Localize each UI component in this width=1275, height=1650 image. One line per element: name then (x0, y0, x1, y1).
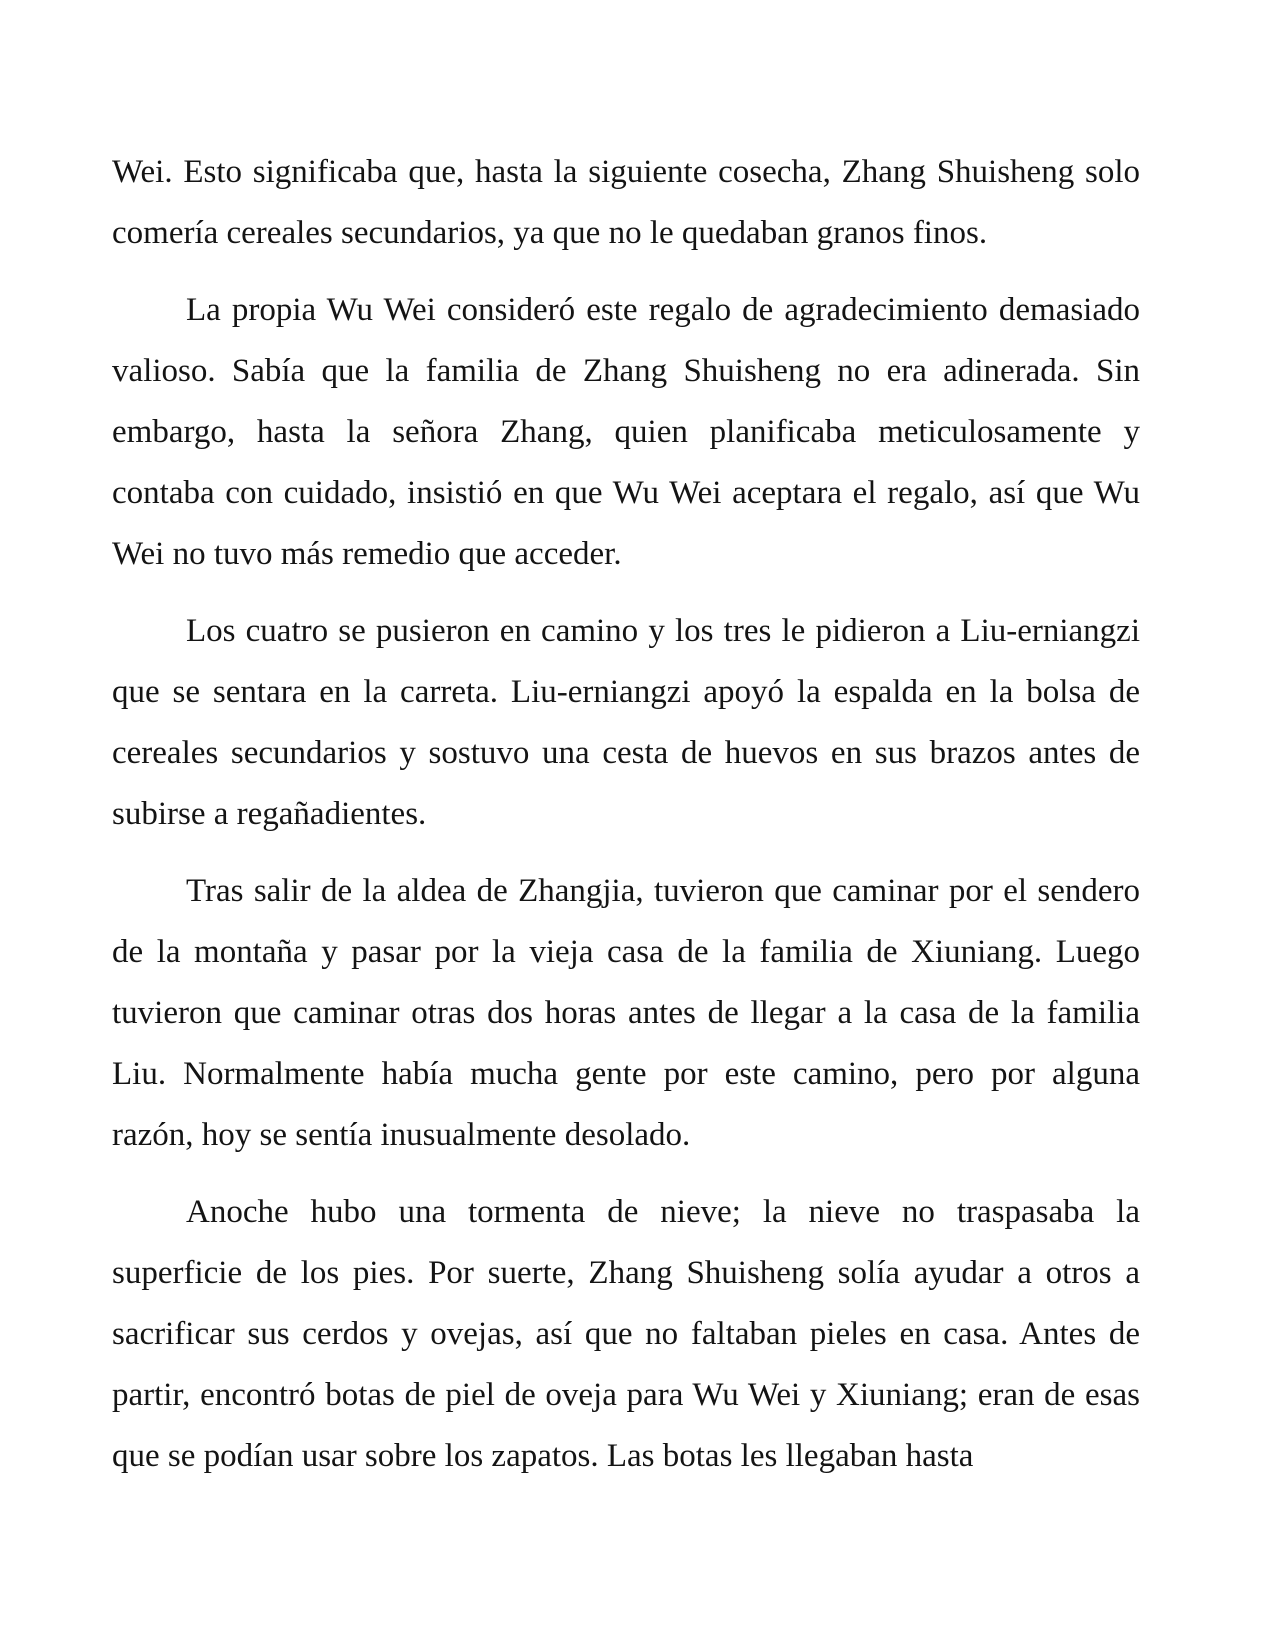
paragraph: Wei. Esto significaba que, hasta la siguiente cosecha, Zhang Shuisheng solo comería cereales secundarios, ya que no le quedaban granos finos. (112, 154, 1140, 251)
paragraph: Tras salir de la aldea de Zhangjia, tuvieron que caminar por el sendero de la montaña y pasar por la vieja casa de la familia de Xiuniang. Luego tuvieron que caminar otras dos horas antes de llegar a la casa de la familia Liu. Normalmente había mucha gente por este camino, pero por alguna razón, hoy se sentía inusualmente desolado. (112, 873, 1140, 1153)
document-page (112, 142, 1140, 1503)
paragraph: Anoche hubo una tormenta de nieve; la nieve no traspasaba la superficie de los pies. Por suerte, Zhang Shuisheng solía ayudar a otros a sacrificar sus cerdos y ovejas, así que no faltaban pieles en casa. Antes de partir, encontró botas de piel de oveja para Wu Wei y Xiuniang; eran de esas que se podían usar sobre los zapatos. Las botas les llegaban hasta (112, 1194, 1140, 1474)
paragraph: La propia Wu Wei consideró este regalo de agradecimiento demasiado valioso. Sabía que la familia de Zhang Shuisheng no era adinerada. Sin embargo, hasta la señora Zhang, quien planificaba meticulosamente y contaba con cuidado, insistió en que Wu Wei aceptara el regalo, así que Wu Wei no tuvo más remedio que acceder. (112, 292, 1140, 572)
paragraph: Los cuatro se pusieron en camino y los tres le pidieron a Liu-erniangzi que se sentara en la carreta. Liu-erniangzi apoyó la espalda en la bolsa de cereales secundarios y sostuvo una cesta de huevos en sus brazos antes de subirse a regañadientes. (112, 613, 1140, 832)
